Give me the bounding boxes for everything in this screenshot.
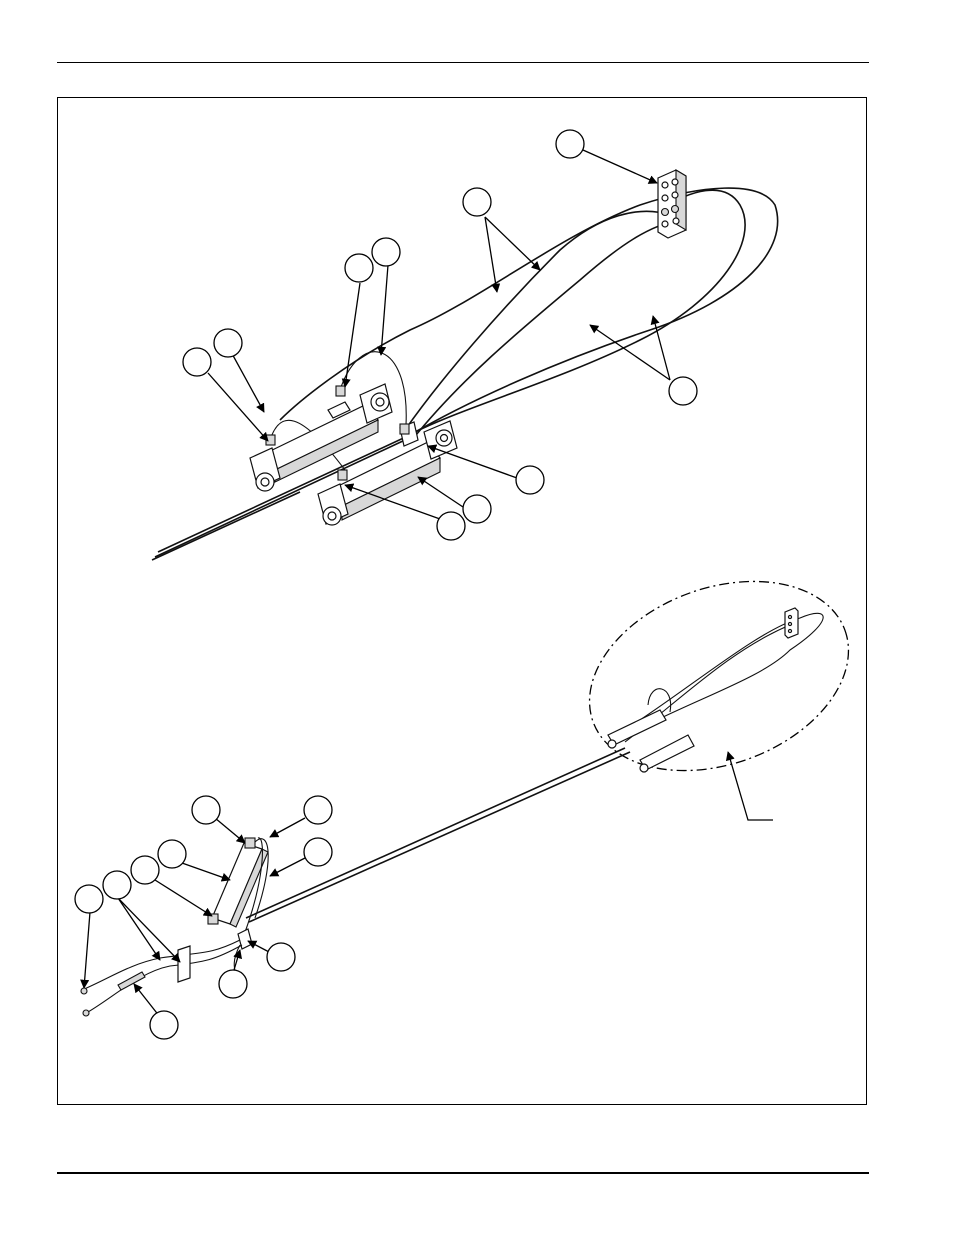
coupler-tip xyxy=(83,1010,89,1016)
callout-balloon xyxy=(267,943,295,971)
callout-balloon xyxy=(214,329,242,357)
callout-balloon xyxy=(669,377,697,405)
mini-cylinder-pair xyxy=(608,710,694,772)
mini-valve-block xyxy=(785,608,798,638)
hose-loop-outer xyxy=(280,188,778,435)
detail-reference-leader xyxy=(728,752,773,820)
detail-reference-ellipse xyxy=(563,547,875,804)
supply-hose-c xyxy=(152,492,300,560)
callout-balloon xyxy=(345,254,373,282)
hose-bracket xyxy=(178,946,190,982)
main-hose-run-b xyxy=(249,752,630,922)
callout-balloon xyxy=(304,796,332,824)
callout-balloon xyxy=(75,885,103,913)
callout-balloon xyxy=(219,970,247,998)
hose-loop-mid xyxy=(405,211,670,430)
fitting-lower-base xyxy=(400,424,409,434)
callout-balloon xyxy=(150,1011,178,1039)
callout-balloon xyxy=(372,238,400,266)
valve-block xyxy=(658,170,686,238)
fitting-upper-base xyxy=(336,386,345,396)
callout-balloon xyxy=(158,840,186,868)
lower-overview-view xyxy=(75,547,875,1039)
upper-detail-view xyxy=(152,130,778,560)
callout-balloon xyxy=(103,871,131,899)
callout-balloon xyxy=(131,856,159,884)
callout-balloon xyxy=(192,796,220,824)
callout-balloon xyxy=(183,348,211,376)
callout-balloon xyxy=(516,466,544,494)
callout-balloon xyxy=(463,495,491,523)
main-hose-run-a xyxy=(246,748,625,918)
coupler-tip xyxy=(81,988,87,994)
callout-balloon xyxy=(437,512,465,540)
callout-balloon xyxy=(304,838,332,866)
hose-wrap xyxy=(118,972,145,990)
callout-balloon xyxy=(463,188,491,216)
fitting-lower-rod xyxy=(338,470,347,480)
callout-balloon xyxy=(556,130,584,158)
